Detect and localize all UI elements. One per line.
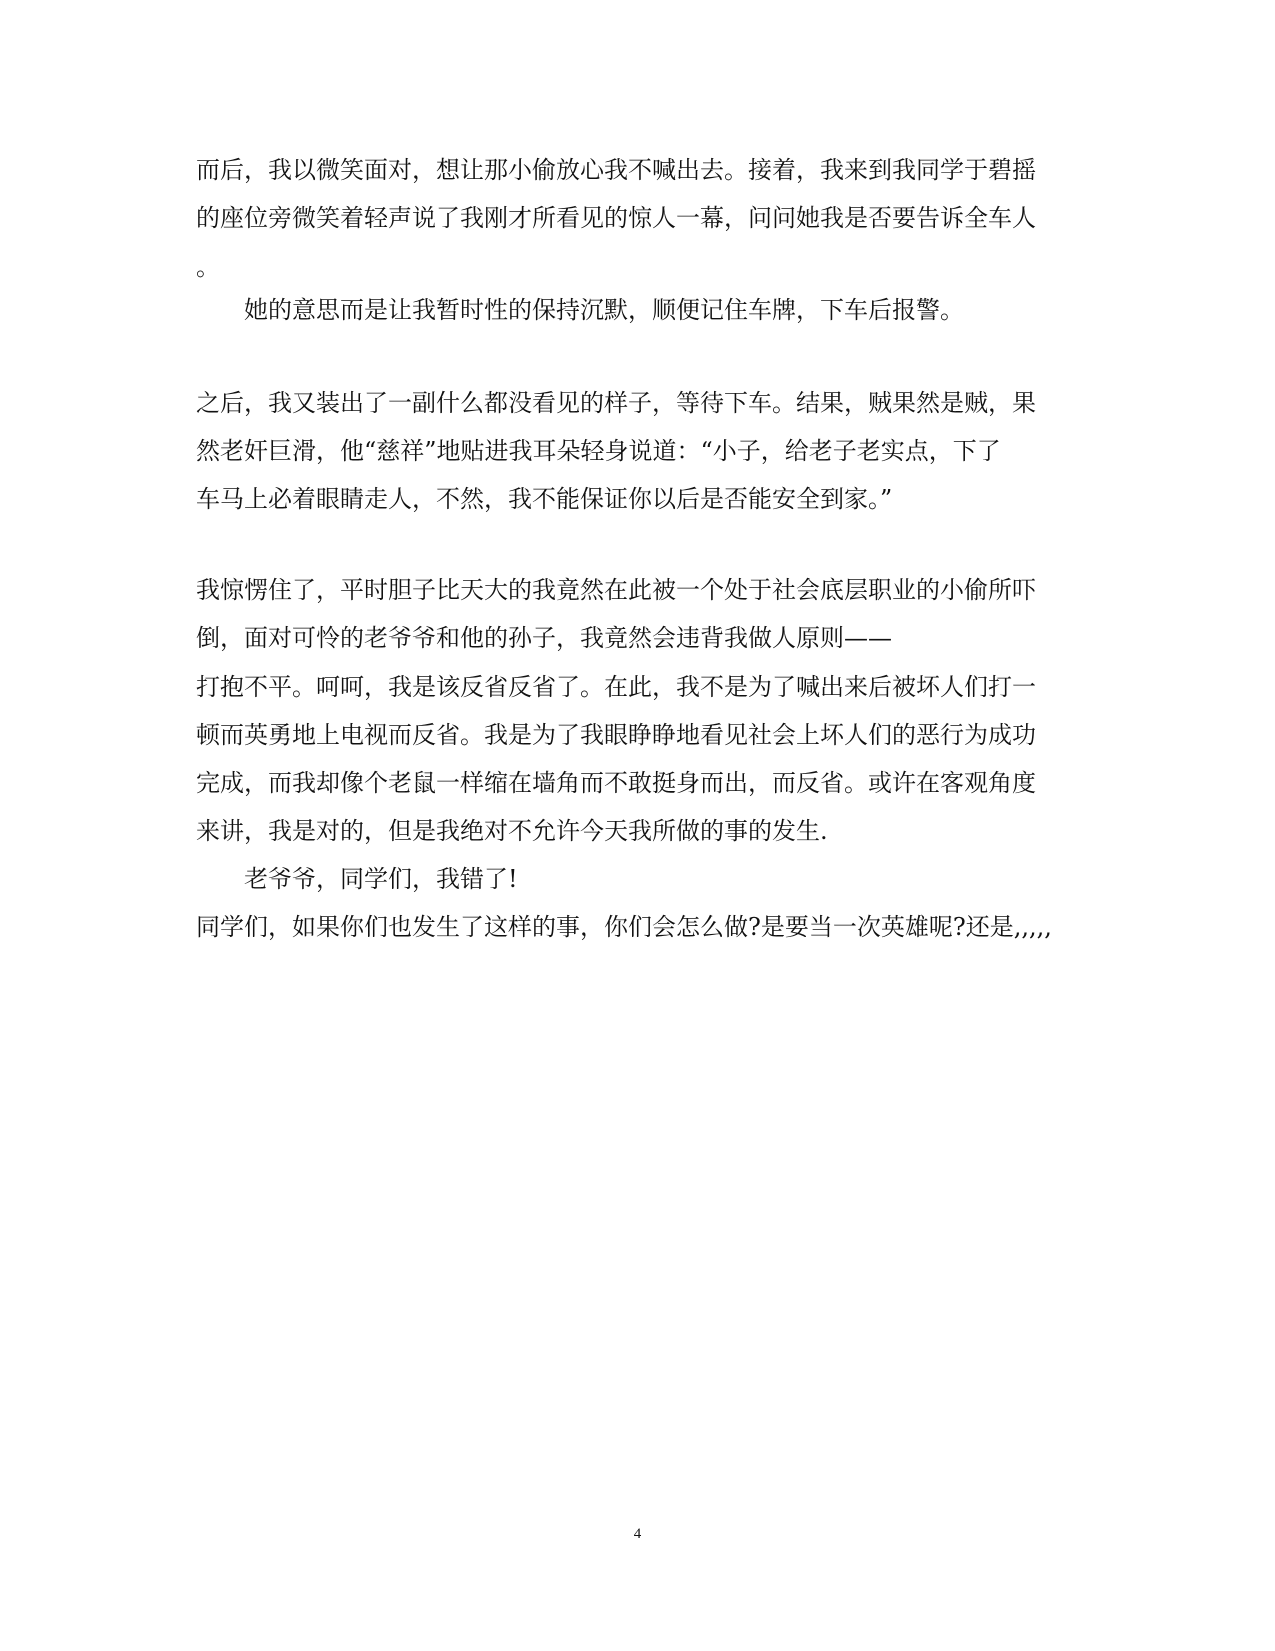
text-line: 而后，我以微笑面对，想让那小偷放心我不喊出去。接着，我来到我同学于碧摇 [196,156,1036,184]
text-line: 来讲，我是对的，但是我绝对不允许今天我所做的事的发生. [196,817,828,845]
text-line: 倒，面对可怜的老爷爷和他的孙子，我竟然会违背我做人原则—— [196,624,892,652]
text-line: 完成，而我却像个老鼠一样缩在墙角而不敢挺身而出，而反省。或许在客观角度 [196,769,1036,797]
text-line: 我惊愣住了，平时胆子比天大的我竟然在此被一个处于社会底层职业的小偷所吓 [196,576,1036,604]
text-line: 老爷爷，同学们，我错了! [244,865,518,893]
text-line: 顿而英勇地上电视而反省。我是为了我眼睁睁地看见社会上坏人们的恶行为成功 [196,721,1036,749]
text-line: 打抱不平。呵呵，我是该反省反省了。在此，我不是为了喊出来后被坏人们打一 [196,673,1036,701]
text-line: 车马上必着眼睛走人，不然，我不能保证你以后是否能安全到家。” [196,485,893,513]
text-line: 然老奸巨滑，他“慈祥”地贴进我耳朵轻身说道：“小子，给老子老实点，下了 [196,437,1001,465]
page-number: 4 [633,1526,642,1542]
text-line: 。 [196,253,220,281]
text-line: 之后，我又装出了一副什么都没看见的样子，等待下车。结果，贼果然是贼，果 [196,389,1036,417]
text-line: 她的意思而是让我暂时性的保持沉默，顺便记住车牌，下车后报警。 [244,296,964,324]
text-line: 的座位旁微笑着轻声说了我刚才所看见的惊人一幕，问问她我是否要告诉全车人 [196,204,1036,232]
text-line: 同学们，如果你们也发生了这样的事，你们会怎么做?是要当一次英雄呢?还是,,,,, [196,913,1052,941]
